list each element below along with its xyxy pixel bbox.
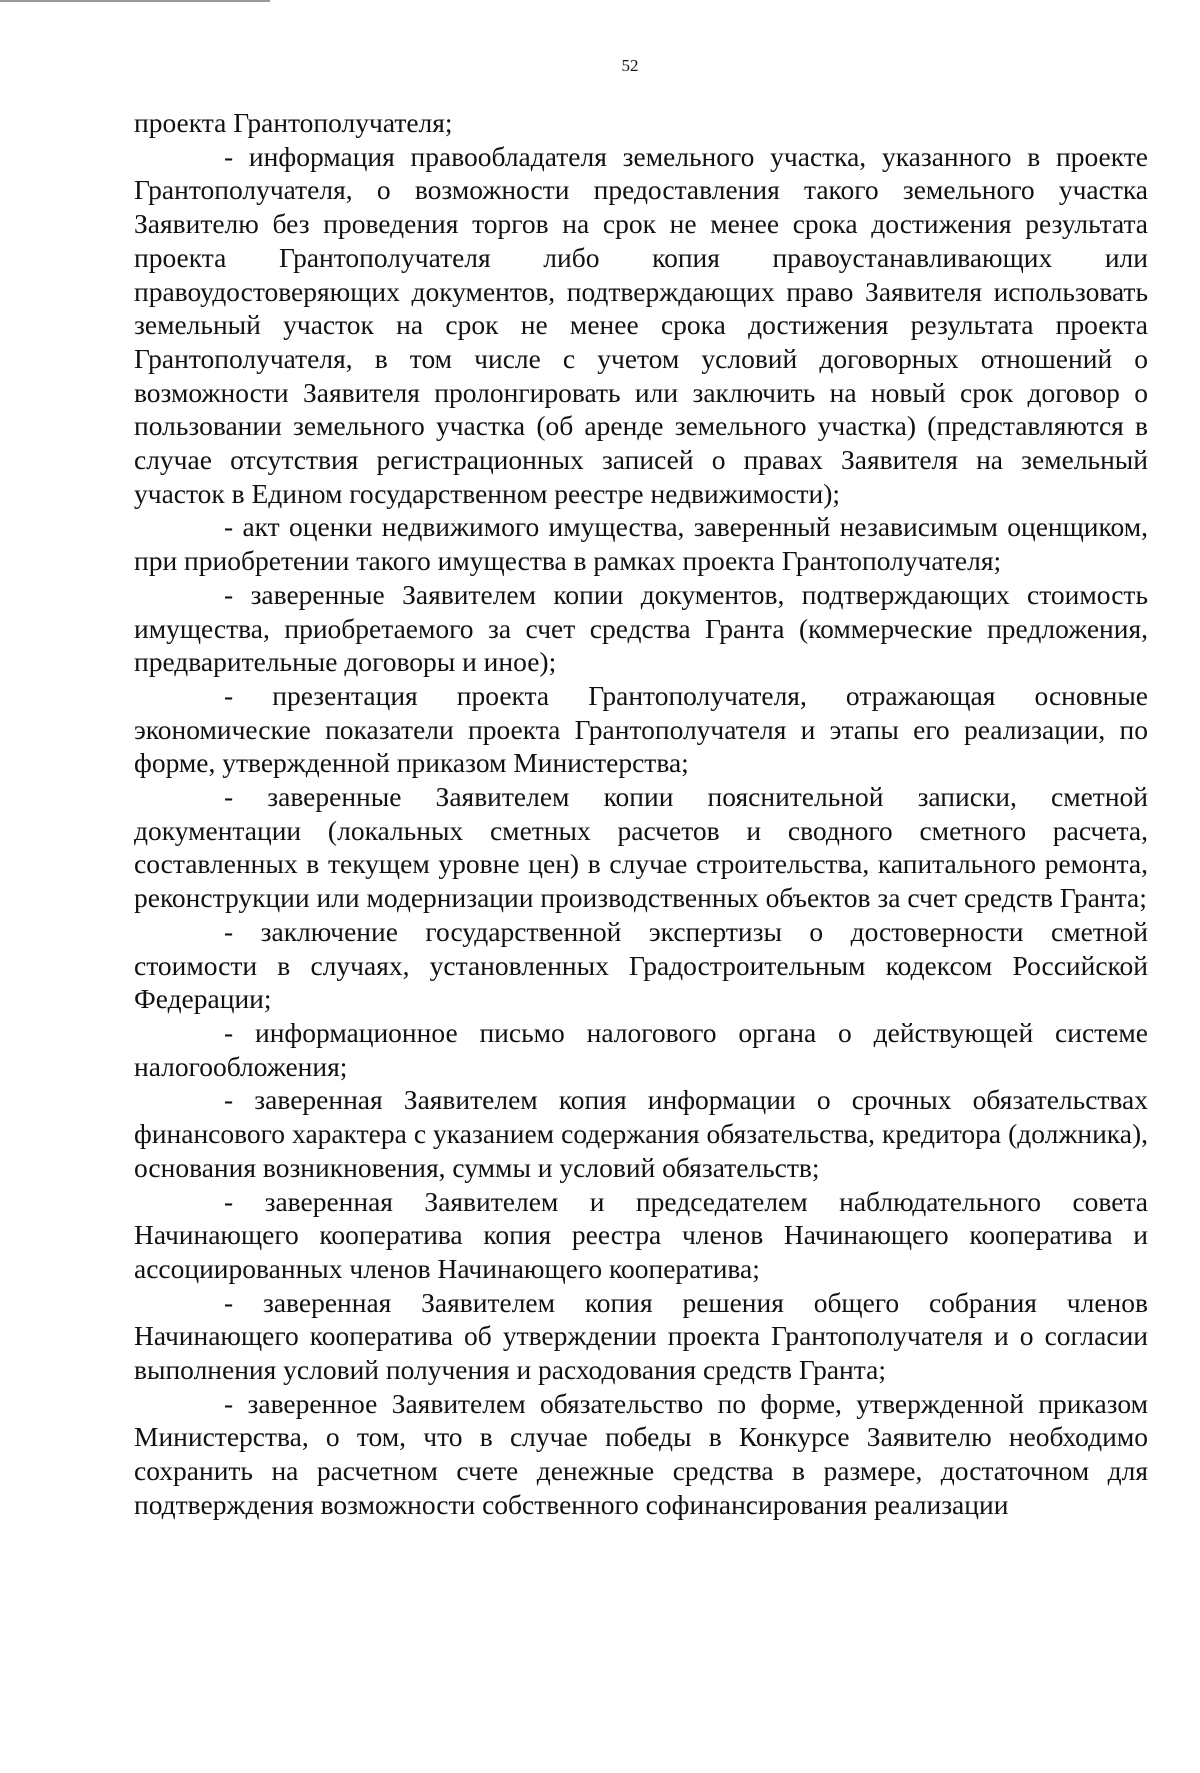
page-number: 52 (621, 56, 639, 75)
paragraph-continuation: проекта Грантополучателя; (134, 107, 453, 138)
paragraph-property-valuation: - акт оценки недвижимого имущества, заверенный независимым оценщиком, при приобретении такого имущества в рамках проекта Грантополучателя; (134, 511, 1148, 577)
paragraph-cost-documents: - заверенные Заявителем копии документов, подтверждающих стоимость имущества, приобретаемого за счет средства Гранта (коммерческие предложения, предварительные договоры и иное); (134, 578, 1148, 678)
paragraph-members-register: - заверенная Заявителем и председателем наблюдательного совета Начинающего кооператива копия реестра членов Начинающего кооператива и ассоциированных членов Начинающего кооператива; (134, 1185, 1148, 1284)
paragraph-estimate-documentation: - заверенные Заявителем копии пояснительной записки, сметной документации (локальных сметных расчетов и сводного сметного расчета, составленных в текущем уровне цен) в случае строительства, капитального ремонта, реконструкции или модернизации производственных объектов за счет средств Гранта; (134, 781, 1148, 914)
paragraph-cofinancing-obligation: - заверенное Заявителем обязательство по форме, утвержденной приказом Министерства, о том, что в случае победы в Конкурсе Заявителю необходимо сохранить на расчетном счете денежные средства в размере, достаточном для подтверждения возможности собственного софинансирования реализации (134, 1387, 1148, 1520)
paragraph-project-presentation: - презентация проекта Грантополучателя, отражающая основные экономические показатели проекта Грантополучателя и этапы его реализации, по форме, утвержденной приказом Министерства; (134, 679, 1148, 779)
paragraph-financial-obligations: - заверенная Заявителем копия информации о срочных обязательствах финансового характера с указанием содержания обязательства, кредитора (должника), основания возникновения, суммы и условий обязательств; (134, 1084, 1148, 1183)
paragraph-general-meeting-decision: - заверенная Заявителем копия решения общего собрания членов Начинающего кооператива об утверждении проекта Грантополучателя и о согласии выполнения условий получения и расходования средств Гранта; (134, 1286, 1148, 1386)
paragraph-state-expertise: - заключение государственной экспертизы о достоверности сметной стоимости в случаях, установленных Градостроительным кодексом Российской Федерации; (134, 915, 1148, 1015)
scan-edge-line (0, 0, 270, 2)
paragraph-land-rights-info: - информация правообладателя земельного участка, указанного в проекте Грантополучателя, о возможности предоставления такого земельного участка Заявителю без проведения торгов на срок не менее срока достижения результата проекта Грантополучателя либо копия правоустанавливающих или правоудостоверяющих документов, подтверждающих право Заявителя использовать земельный участок на срок не менее срока достижения результата проекта Грантополучателя, в том числе с учетом условий договорных отношений о возможности Заявителя пролонгировать или заключить на новый срок договор о пользовании земельного участка (об аренде земельного участка) (представляются в случае отсутствия регистрационных записей о правах Заявителя на земельный участок в Едином государственном реестре недвижимости); (134, 140, 1148, 509)
paragraph-tax-letter: - информационное письмо налогового органа о действующей системе налогообложения; (134, 1016, 1148, 1082)
document-body (134, 106, 1148, 1522)
